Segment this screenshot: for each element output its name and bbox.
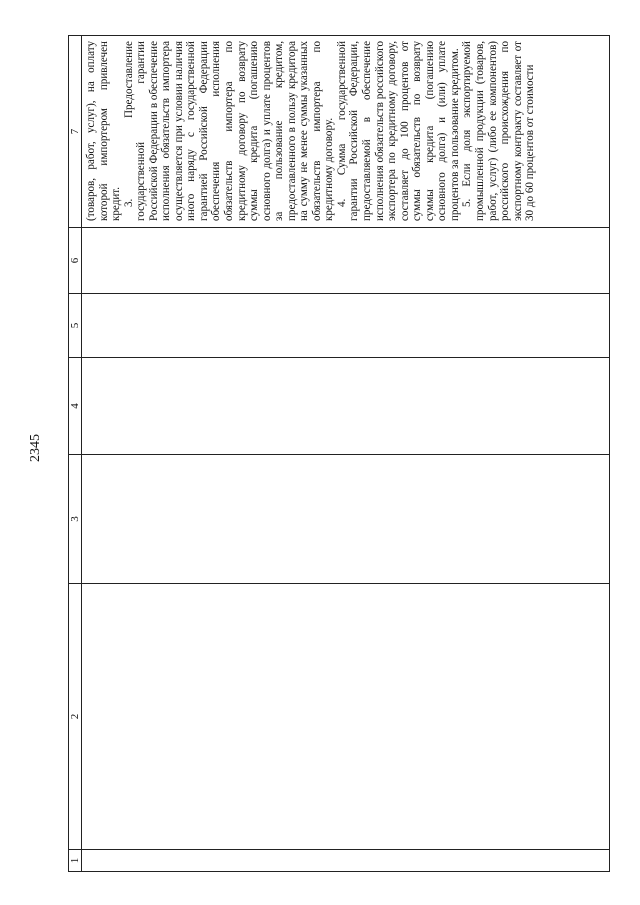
table-cell-empty <box>82 584 610 850</box>
column-number: 1 <box>69 850 82 872</box>
table-row <box>82 36 610 872</box>
table-cell-text <box>82 36 610 228</box>
table-cell-empty <box>82 228 610 294</box>
column-number: 7 <box>69 36 82 228</box>
text-paragraph: 3. Предоставление государственной гарантии Российской Федерации в обеспечение исполнения обязательств импортера осуществляется при условии наличия иного наряду с государственной гарантией Российской Федерации обеспечения исполнения обязательств импортера по кредитному договору по возврату суммы кредита (погашению основного долга) и уплате процентов за пользование кредитом, предоставленного в пользу кредитора на сумму не менее суммы указанных обязательств импортера по кредитному договору. <box>122 41 336 221</box>
table-cell-empty <box>82 455 610 584</box>
column-number: 3 <box>69 455 82 584</box>
page-number: 2345 <box>28 434 43 462</box>
column-number: 6 <box>69 228 82 294</box>
column-number: 5 <box>69 294 82 358</box>
text-paragraph: 5. Если доля экспортируемой промышленной продукции (товаров, работ, услуг) (либо ее компонентов) российского происхождения по экспортному контракту составляет от 30 до 60 процентов от стоимости <box>461 41 537 221</box>
table-cell-empty <box>82 850 610 872</box>
column-number-row <box>69 36 82 872</box>
text-paragraph: 4. Сумма государственной гарантии Российской Федерации, предоставляемой в обеспечение исполнения обязательств российского экспортера по кредитному договору, составляет до 100 процентов от суммы обязательств по возврату суммы кредита (погашению основного долга) и (или) уплате процентов за пользование кредитом. <box>335 41 461 221</box>
table-cell-empty <box>82 294 610 358</box>
column-number: 4 <box>69 358 82 455</box>
text-paragraph: (товаров, работ, услуг), на оплату которой импортером привлечен кредит. <box>85 41 123 221</box>
column-number: 2 <box>69 584 82 850</box>
document-table-container <box>68 36 610 872</box>
document-table <box>68 35 610 872</box>
table-cell-empty <box>82 358 610 455</box>
